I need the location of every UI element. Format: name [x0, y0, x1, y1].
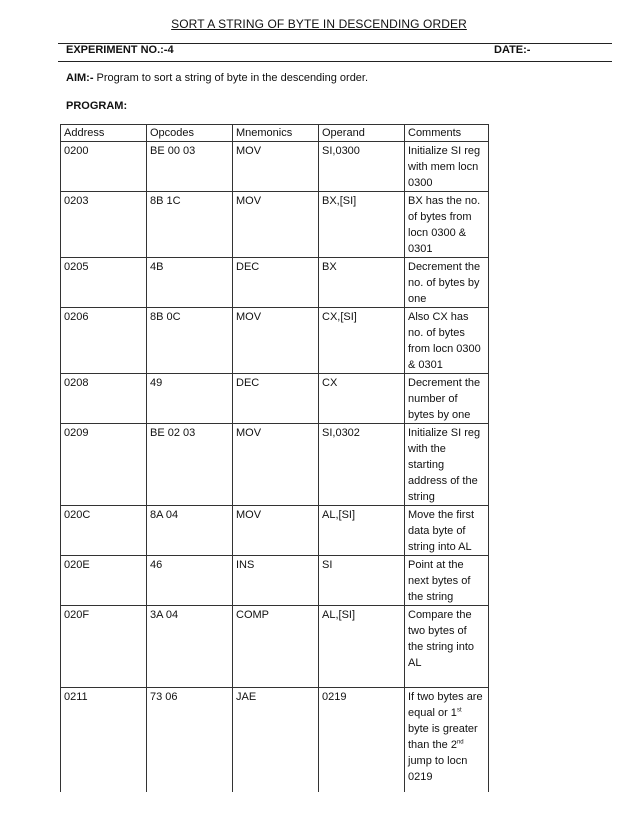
opcode-cell: BE 02 03	[147, 424, 233, 506]
table-row	[61, 308, 489, 374]
operand-cell: BX,[SI]	[319, 192, 405, 258]
header-opcodes: Opcodes	[147, 125, 233, 142]
comment-cell: Point at the next bytes of the string	[405, 556, 489, 606]
address-cell: 0203	[61, 192, 147, 258]
operand-cell: AL,[SI]	[319, 506, 405, 556]
program-table	[60, 124, 489, 792]
table-row	[61, 374, 489, 424]
operand-cell: CX	[319, 374, 405, 424]
comment-cell: Initialize SI reg with the starting address of the string	[405, 424, 489, 506]
opcode-cell: 4B	[147, 258, 233, 308]
opcode-cell: 8B 0C	[147, 308, 233, 374]
operand-cell: BX	[319, 258, 405, 308]
address-cell: 0211	[61, 688, 147, 792]
mnemonic-cell: MOV	[233, 192, 319, 258]
address-cell: 0205	[61, 258, 147, 308]
address-cell: 020E	[61, 556, 147, 606]
mnemonic-cell: DEC	[233, 374, 319, 424]
mnemonic-cell: JAE	[233, 688, 319, 792]
operand-cell: SI,0300	[319, 142, 405, 192]
table-row	[61, 192, 489, 258]
mnemonic-cell: MOV	[233, 142, 319, 192]
address-cell: 0209	[61, 424, 147, 506]
address-cell: 0208	[61, 374, 147, 424]
opcode-cell: 3A 04	[147, 606, 233, 688]
opcode-cell: BE 00 03	[147, 142, 233, 192]
operand-cell: AL,[SI]	[319, 606, 405, 688]
address-cell: 020C	[61, 506, 147, 556]
mnemonic-cell: INS	[233, 556, 319, 606]
opcode-cell: 49	[147, 374, 233, 424]
comment-cell: Also CX has no. of bytes from locn 0300 & 0301	[405, 308, 489, 374]
table-row	[61, 506, 489, 556]
mnemonic-cell: MOV	[233, 308, 319, 374]
aim-line	[66, 72, 368, 84]
table-header-row	[61, 125, 489, 142]
opcode-cell: 46	[147, 556, 233, 606]
aim-text: Program to sort a string of byte in the descending order.	[93, 72, 369, 84]
operand-cell: SI,0302	[319, 424, 405, 506]
comment-cell: BX has the no. of bytes from locn 0300 & 0301	[405, 192, 489, 258]
address-cell: 020F	[61, 606, 147, 688]
table-row	[61, 258, 489, 308]
table-row	[61, 556, 489, 606]
opcode-cell: 8B 1C	[147, 192, 233, 258]
table-row	[61, 688, 489, 792]
program-heading: PROGRAM:	[66, 100, 128, 112]
operand-cell: 0219	[319, 688, 405, 792]
aim-label: AIM:-	[66, 72, 94, 84]
header-address: Address	[61, 125, 147, 142]
table-row	[61, 424, 489, 506]
address-cell: 0200	[61, 142, 147, 192]
operand-cell: SI	[319, 556, 405, 606]
date-label: DATE:-	[494, 44, 531, 56]
mnemonic-cell: DEC	[233, 258, 319, 308]
comment-cell: Compare the two bytes of the string into AL	[405, 606, 489, 688]
comment-cell: Initialize SI reg with mem locn 0300	[405, 142, 489, 192]
comment-cell: If two bytes are equal or 1st byte is greater than the 2nd jump to locn 0219	[405, 688, 489, 792]
comment-cell: Move the first data byte of string into AL	[405, 506, 489, 556]
opcode-cell: 8A 04	[147, 506, 233, 556]
comment-cell: Decrement the number of bytes by one	[405, 374, 489, 424]
header-comments: Comments	[405, 125, 489, 142]
mnemonic-cell: MOV	[233, 506, 319, 556]
address-cell: 0206	[61, 308, 147, 374]
header-mnemonics: Mnemonics	[233, 125, 319, 142]
operand-cell: CX,[SI]	[319, 308, 405, 374]
bottom-divider	[58, 61, 612, 62]
table-row	[61, 142, 489, 192]
comment-cell: Decrement the no. of bytes by one	[405, 258, 489, 308]
mnemonic-cell: COMP	[233, 606, 319, 688]
mnemonic-cell: MOV	[233, 424, 319, 506]
page-title: SORT A STRING OF BYTE IN DESCENDING ORDER	[171, 17, 467, 31]
experiment-number: EXPERIMENT NO.:-4	[66, 44, 174, 56]
header-operand: Operand	[319, 125, 405, 142]
table-row	[61, 606, 489, 688]
opcode-cell: 73 06	[147, 688, 233, 792]
